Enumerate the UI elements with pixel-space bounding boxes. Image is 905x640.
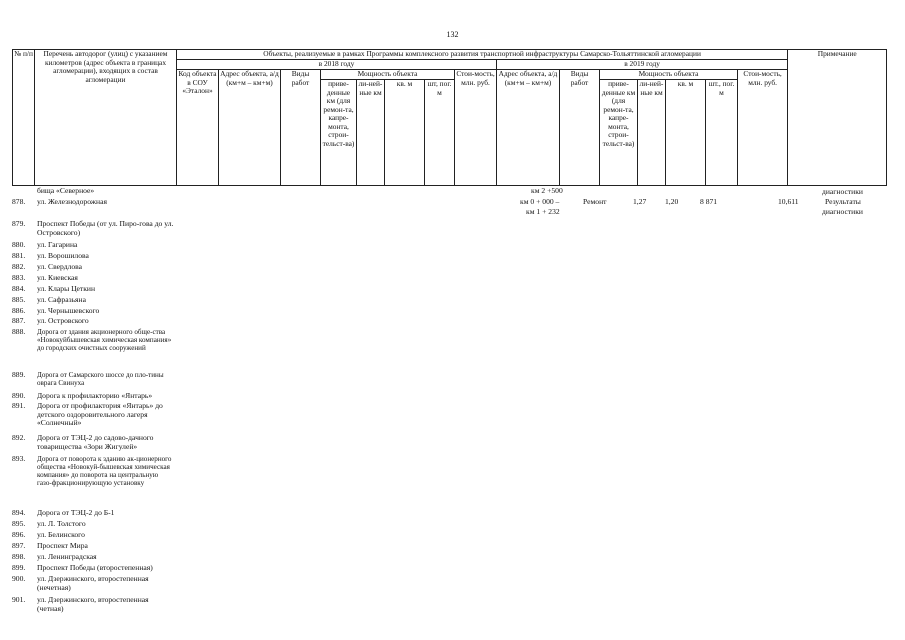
table-header bbox=[12, 49, 887, 186]
col-code: Код объекта в СОУ «Эталон» bbox=[177, 70, 219, 186]
row-road-name: Дорога от здания акционерного обще-ства «Новокуйбышевская химическая компания» до городских очистных сооружений bbox=[37, 328, 172, 353]
col-linear-km-2019: ли-ней-ные км bbox=[638, 80, 666, 186]
row-road-name: ул. Чернышевского bbox=[37, 306, 100, 315]
col-address-2018: Адрес объекта, а/д (км+м – км+м) bbox=[219, 70, 281, 186]
row-number: 880. bbox=[12, 240, 26, 249]
col-objects: Объекты, реализуемые в рамках Программы комплексного развития транспортной инфраструктуры Самарско-Тольяттинской агломерации bbox=[177, 50, 788, 60]
row-road-name: ул. Дзержинского, второстепенная (нечетная) bbox=[37, 574, 149, 592]
row-road-name: Проспект Мира bbox=[37, 541, 88, 550]
row-linear-km: 1,20 bbox=[665, 197, 679, 206]
row-number: 896. bbox=[12, 530, 26, 539]
row-number: 887. bbox=[12, 316, 26, 325]
row-number: 888. bbox=[12, 327, 26, 336]
row-road-name: Проспект Победы (второстепенная) bbox=[37, 563, 153, 572]
row-number: 882. bbox=[12, 262, 26, 271]
col-no: № п/п bbox=[13, 50, 35, 186]
row-number: 899. bbox=[12, 563, 26, 572]
row-number: 878. bbox=[12, 197, 26, 206]
row-road-name: ул. Ворошилова bbox=[37, 251, 89, 260]
row-number: 897. bbox=[12, 541, 26, 550]
row-cost: 10,611 bbox=[778, 197, 799, 206]
row-note-line1: Результаты bbox=[825, 197, 861, 206]
col-power-2019: Мощность объекта bbox=[600, 70, 738, 80]
row-road-name: ул. Дзержинского, второстепенная (четная) bbox=[37, 595, 149, 613]
col-sqm-2018: кв. м bbox=[385, 80, 425, 186]
row-number: 886. bbox=[12, 306, 26, 315]
col-cost-2019: Стои-мость, млн. руб. bbox=[738, 70, 788, 186]
row-reduced-km: 1,27 bbox=[633, 197, 647, 206]
row-road-name: ул. Сафразьяна bbox=[37, 295, 86, 304]
col-works-2018: Виды работ bbox=[281, 70, 321, 186]
continuation-name: бища «Северное» bbox=[37, 186, 95, 195]
col-year-2019: в 2019 году bbox=[497, 60, 788, 70]
row-note-line2: диагностики bbox=[822, 207, 863, 216]
col-reduced-km-2019: приве-денные км (для ремон-та, капре-монта, строи-тельст-ва) bbox=[600, 80, 638, 186]
row-number: 881. bbox=[12, 251, 26, 260]
col-note: Примечание bbox=[788, 50, 887, 186]
row-road-name: ул. Киевская bbox=[37, 273, 78, 282]
continuation-note: диагностики bbox=[822, 187, 863, 196]
row-number: 891. bbox=[12, 401, 26, 410]
row-road-name: ул. Белинского bbox=[37, 530, 85, 539]
col-power-2018: Мощность объекта bbox=[321, 70, 455, 80]
row-number: 884. bbox=[12, 284, 26, 293]
row-road-name: ул. Свердлова bbox=[37, 262, 83, 271]
col-pcs-2018: шт, пог. м bbox=[425, 80, 455, 186]
row-number: 900. bbox=[12, 574, 26, 583]
row-road-name: Дорога от профилактория «Янтарь» до детского оздоровительного лагеря «Солнечный» bbox=[37, 401, 163, 428]
row-road-name: Дорога от ТЭЦ-2 до садово-дачного товарищества «Зори Жигулей» bbox=[37, 433, 154, 451]
row-number: 894. bbox=[12, 508, 26, 517]
page-number: 132 bbox=[446, 30, 459, 39]
row-number: 885. bbox=[12, 295, 26, 304]
col-road-list: Перечень автодорог (улиц) с указанием километров (адрес объекта в границах агломерации), входящих в состав агломерации bbox=[35, 50, 177, 186]
row-road-name: Дорога от Самарского шоссе до пло-тины оврага Свинуха bbox=[37, 371, 164, 388]
row-number: 893. bbox=[12, 454, 26, 463]
col-linear-km-2018: ли-ней-ные км bbox=[357, 80, 385, 186]
continuation-address: км 2 +500 bbox=[531, 186, 563, 195]
row-road-name: ул. Гагарина bbox=[37, 240, 78, 249]
row-road-name: Дорога от ТЭЦ-2 до Б-1 bbox=[37, 508, 115, 517]
row-road-name: ул. Ленинградская bbox=[37, 552, 97, 561]
row-road-name: Проспект Победы (от ул. Пиро-гова до ул. Островского) bbox=[37, 219, 174, 237]
row-address-start: км 0 + 000 – bbox=[520, 197, 560, 206]
col-address-2019: Адрес объекта, а/д (км+м – км+м) bbox=[497, 70, 560, 186]
row-road-name: Дорога к профилакторию «Янтарь» bbox=[37, 391, 153, 400]
row-number: 898. bbox=[12, 552, 26, 561]
row-road-name: ул. Островского bbox=[37, 316, 89, 325]
row-number: 889. bbox=[12, 370, 26, 379]
col-pcs-2019: шт., пог. м bbox=[706, 80, 738, 186]
row-road-name: ул. Л. Толстого bbox=[37, 519, 86, 528]
col-sqm-2019: кв. м bbox=[666, 80, 706, 186]
col-reduced-km-2018: приве-денные км (для ремон-та, капре-монта, строи-тельст-ва) bbox=[321, 80, 357, 186]
col-works-2019: Виды работ bbox=[560, 70, 600, 186]
row-number: 892. bbox=[12, 433, 26, 442]
row-number: 890. bbox=[12, 391, 26, 400]
row-number: 895. bbox=[12, 519, 26, 528]
col-year-2018: в 2018 году bbox=[177, 60, 497, 70]
col-cost-2018: Стои-мость, млн. руб. bbox=[455, 70, 497, 186]
row-sqm: 8 871 bbox=[700, 197, 718, 206]
row-number: 879. bbox=[12, 219, 26, 228]
row-works: Ремонт bbox=[583, 197, 607, 206]
row-number: 883. bbox=[12, 273, 26, 282]
row-number: 901. bbox=[12, 595, 26, 604]
row-road-name: ул. Железнодорожная bbox=[37, 197, 107, 206]
row-road-name: Дорога от поворота к зданию ак-ционерного общества «Новокуй-бышевская химическая компания» до поворота на центральную газо-фракционирующую установку bbox=[37, 455, 172, 488]
row-address-end: км 1 + 232 bbox=[526, 207, 560, 216]
row-road-name: ул. Клары Цеткин bbox=[37, 284, 96, 293]
